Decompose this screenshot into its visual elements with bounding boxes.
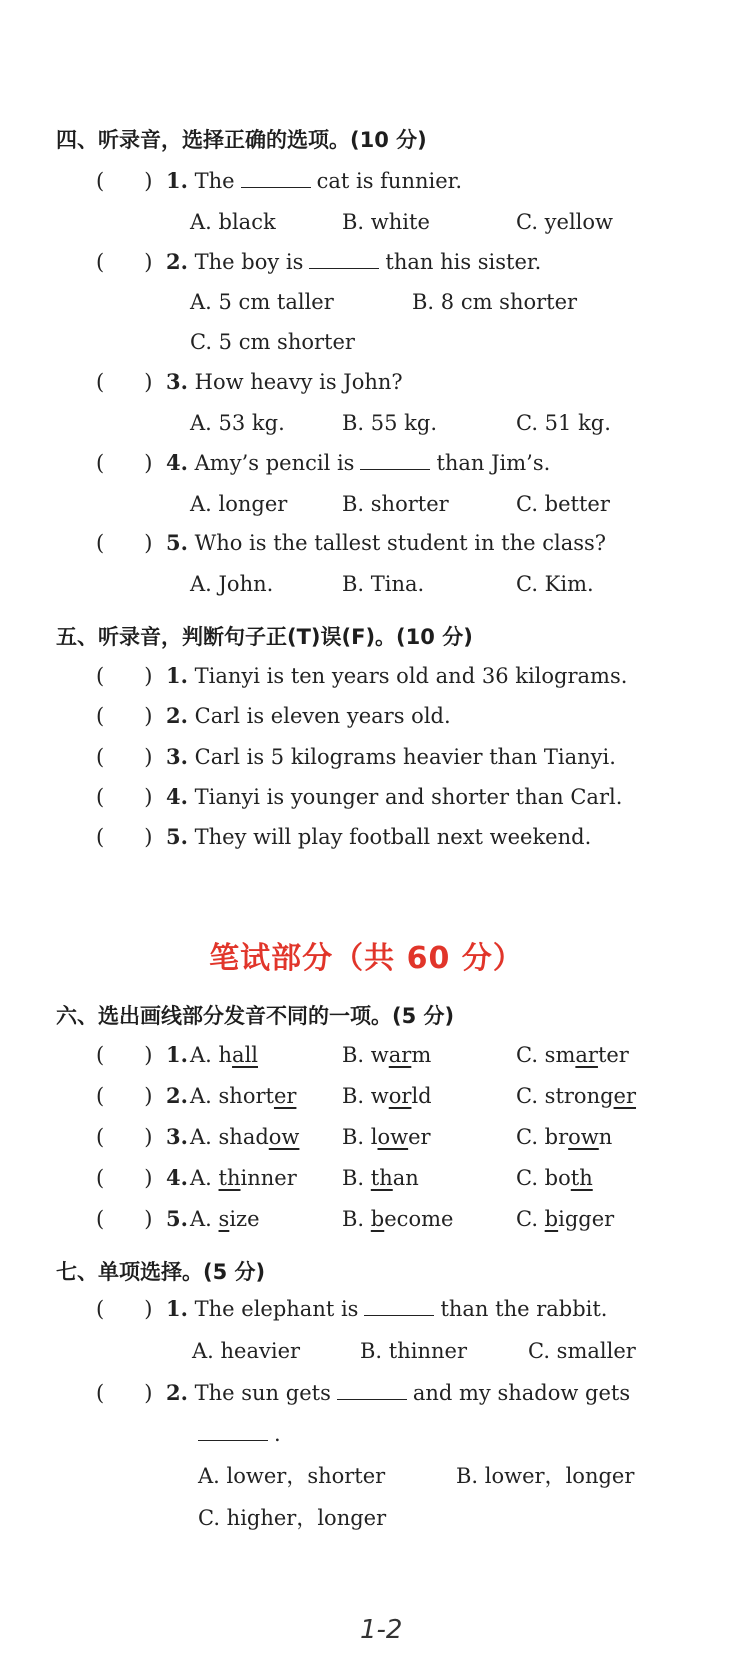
answer-paren[interactable]: ( ) (96, 531, 153, 555)
answer-paren[interactable]: ( ) (96, 1207, 153, 1231)
answer-paren[interactable]: ( ) (96, 704, 153, 728)
sec4-question-3: ( ) 3. How heavy is John? (96, 369, 403, 394)
answer-paren[interactable]: ( ) (96, 1381, 153, 1405)
section-7-title: 七、单项选择。(5 分) (56, 1260, 266, 1284)
option-c[interactable]: C. stronger (516, 1084, 637, 1108)
option-a[interactable]: A. John. (190, 572, 274, 596)
answer-blank[interactable] (241, 169, 311, 188)
option-b[interactable]: B. lower (342, 1125, 431, 1149)
sec7-question-2: ( ) 2. The sun gets and my shadow gets (96, 1380, 631, 1405)
option-c[interactable]: C. 5 cm shorter (190, 330, 355, 354)
option-b[interactable]: B. shorter (342, 492, 449, 516)
option-c[interactable]: C. higher，longer (198, 1506, 387, 1530)
option-c[interactable]: C. better (516, 492, 610, 516)
sec5-statement-4: ( ) 4. Tianyi is younger and shorter than Carl. (96, 784, 623, 809)
answer-paren[interactable]: ( ) (96, 370, 153, 394)
option-a[interactable]: A. shadow (190, 1125, 300, 1149)
answer-paren[interactable]: ( ) (96, 451, 153, 475)
sec5-statement-1: ( ) 1. Tianyi is ten years old and 36 kilograms. (96, 663, 628, 688)
option-a[interactable]: A. lower，shorter (198, 1464, 386, 1488)
option-c[interactable]: C. brown (516, 1125, 613, 1149)
answer-paren[interactable]: ( ) (96, 745, 153, 769)
option-c[interactable]: C. bigger (516, 1207, 615, 1231)
written-part-title: 笔试部分（共 60 分） (209, 941, 524, 976)
answer-blank[interactable] (364, 1297, 434, 1316)
sec6-row-2: ( ) 2. A. shorter B. world C. stronger (96, 1083, 637, 1108)
option-b[interactable]: B. become (342, 1207, 454, 1231)
answer-paren[interactable]: ( ) (96, 250, 153, 274)
option-a[interactable]: A. longer (190, 492, 288, 516)
sec6-row-4: ( ) 4. A. thinner B. than C. both (96, 1165, 593, 1190)
option-b[interactable]: B. white (342, 210, 430, 234)
sec7-q2-continuation: . (198, 1421, 281, 1447)
sec4-question-2: ( ) 2. The boy is than his sister. (96, 249, 542, 274)
option-a[interactable]: A. 5 cm taller (190, 290, 334, 314)
option-a[interactable]: A. hall (190, 1043, 258, 1067)
option-b[interactable]: B. world (342, 1084, 432, 1108)
sec5-statement-5: ( ) 5. They will play football next weekend. (96, 824, 592, 849)
option-b[interactable]: B. warm (342, 1043, 432, 1067)
option-a[interactable]: A. 53 kg. (190, 411, 285, 435)
option-c[interactable]: C. Kim. (516, 572, 594, 596)
option-b[interactable]: B. Tina. (342, 572, 425, 596)
option-b[interactable]: B. thinner (360, 1339, 467, 1363)
answer-blank[interactable] (198, 1422, 268, 1441)
sec4-question-1: ( ) 1. The cat is funnier. (96, 168, 463, 193)
answer-paren[interactable]: ( ) (96, 785, 153, 809)
option-b[interactable]: B. lower，longer (456, 1464, 635, 1488)
page-number: 1-2 (360, 1615, 403, 1645)
sec6-row-5: ( ) 5. A. size B. become C. bigger (96, 1206, 615, 1231)
sec5-statement-3: ( ) 3. Carl is 5 kilograms heavier than Tianyi. (96, 744, 616, 769)
answer-paren[interactable]: ( ) (96, 169, 153, 193)
answer-paren[interactable]: ( ) (96, 1297, 153, 1321)
option-b[interactable]: B. 55 kg. (342, 411, 438, 435)
option-c[interactable]: C. yellow (516, 210, 614, 234)
answer-paren[interactable]: ( ) (96, 664, 153, 688)
option-a[interactable]: A. size (190, 1207, 260, 1231)
answer-blank[interactable] (309, 250, 379, 269)
sec5-statement-2: ( ) 2. Carl is eleven years old. (96, 703, 451, 728)
option-a[interactable]: A. shorter (190, 1084, 297, 1108)
answer-paren[interactable]: ( ) (96, 1084, 153, 1108)
answer-blank[interactable] (337, 1381, 407, 1400)
option-a[interactable]: A. black (190, 210, 276, 234)
answer-paren[interactable]: ( ) (96, 1166, 153, 1190)
option-a[interactable]: A. thinner (190, 1166, 297, 1190)
sec6-row-3: ( ) 3. A. shadow B. lower C. brown (96, 1124, 613, 1149)
answer-paren[interactable]: ( ) (96, 1125, 153, 1149)
option-c[interactable]: C. smarter (516, 1043, 629, 1067)
answer-paren[interactable]: ( ) (96, 1043, 153, 1067)
option-b[interactable]: B. 8 cm shorter (412, 290, 578, 314)
section-4-title: 四、听录音，选择正确的选项。(10 分) (56, 128, 427, 152)
option-c[interactable]: C. smaller (528, 1339, 636, 1363)
section-6-title: 六、选出画线部分发音不同的一项。(5 分) (56, 1004, 455, 1028)
sec4-question-4: ( ) 4. Amy’s pencil is than Jim’s. (96, 450, 551, 475)
option-b[interactable]: B. than (342, 1166, 419, 1190)
section-5-title: 五、听录音，判断句子正(T)误(F)。(10 分) (56, 625, 473, 649)
sec4-question-5: ( ) 5. Who is the tallest student in the class? (96, 530, 607, 555)
option-c[interactable]: C. both (516, 1166, 593, 1190)
answer-blank[interactable] (360, 451, 430, 470)
option-a[interactable]: A. heavier (192, 1339, 301, 1363)
option-c[interactable]: C. 51 kg. (516, 411, 611, 435)
sec6-row-1: ( ) 1. A. hall B. warm C. smarter (96, 1042, 629, 1067)
answer-paren[interactable]: ( ) (96, 825, 153, 849)
sec7-question-1: ( ) 1. The elephant is than the rabbit. (96, 1296, 608, 1321)
